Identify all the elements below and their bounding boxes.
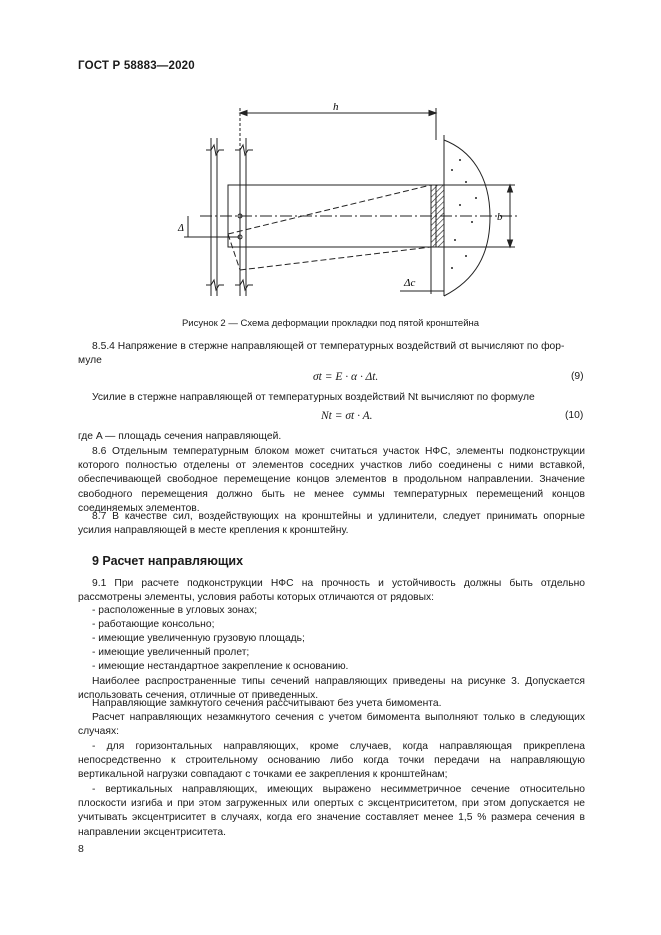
label-b: b [497,211,503,223]
figure-caption: Рисунок 2 — Схема деформации прокладки под пятой кронштейна [181,318,480,329]
formula-9-number: (9) [571,371,584,382]
p-8-7: 8.7 В качестве сил, воздействующих на кронштейны и удлинители, следует принимать опорные усилия направляющей в месте крепления к кронштейну. [78,511,585,537]
list-item: - расположенные в угловых зонах; [92,605,258,616]
p-section-types: Наиболее распространенные типы сечений направляющих приведены на рисунке 3. Допускается использовать сечения, отличные от приведенных. [78,676,585,702]
formula-10: Nt = σt · A. [321,410,373,422]
label-left-delta: Δ [178,223,184,234]
p-where: где A — площадь сечения направляющей. [78,431,282,442]
p-closed-section: Направляющие замкнутого сечения рассчитывают без учета бимомента. [92,698,442,709]
p-vertical: - вертикальных направляющих, имеющих выражено несимметричное сечение относительно плоскости изгиба и при этом загруженных или опертых с эксцентриситетом, при этом допускается не учитывать эксцентриситет в случаях, когда его значение составляет менее 1,5 % размера сечения в направлении эксцентриситета. [78,784,585,838]
p-open-section: Расчет направляющих незамкнутого сечения с учетом бимомента выполняют только в следующих случаях: [78,712,585,738]
list-item: - работающие консольно; [92,619,215,630]
p-8-5-4-line2: муле [78,355,102,366]
deformation-figure [0,0,661,310]
standard-header: ГОСТ Р 58883—2020 [78,60,195,72]
list-item: - имеющие увеличенный пролет; [92,647,250,658]
formula-10-number: (10) [565,410,584,421]
list-item: - имеющие нестандартное закрепление к основанию. [92,661,349,672]
section-heading-9: 9 Расчет направляющих [92,554,244,568]
page-number: 8 [78,843,84,855]
p-8-5-4-line1: 8.5.4 Напряжение в стержне направляющей от температурных воздействий σt вычисляют по фор- [92,341,565,352]
p-9-1: 9.1 При расчете подконструкции НФС на прочность и устойчивость должны быть отдельно рассмотрены элементы, условия работы которых отличаются от рядовых: [78,578,585,604]
list-item: - имеющие увеличенную грузовую площадь; [92,633,305,644]
p-horizontal: - для горизонтальных направляющих, кроме случаев, когда направляющая прикреплена непосредственно к строительному основанию либо когда точки передачи на направляющую вертикальной нагрузки совпадают с точками ее закрепления к кронштейнам; [78,741,585,781]
label-delta-c: Δc [404,277,416,289]
p-8-6: 8.6 Отдельным температурным блоком может считаться участок НФС, элементы подконструкции которого полностью отделены от элементов соседних участков либо соединены с ними вставкой, обеспечивающей свободное перемещение концов элементов в продольном направлении. Значение свободного перемещения должно быть не менее суммы температурных перемещений концов соединяемых элементов. [78,446,585,514]
formula-9: σt = E · α · Δt. [313,371,379,383]
label-h: h [333,101,339,113]
p-force: Усилие в стержне направляющей от температурных воздействий Nt вычисляют по формуле [92,392,535,403]
